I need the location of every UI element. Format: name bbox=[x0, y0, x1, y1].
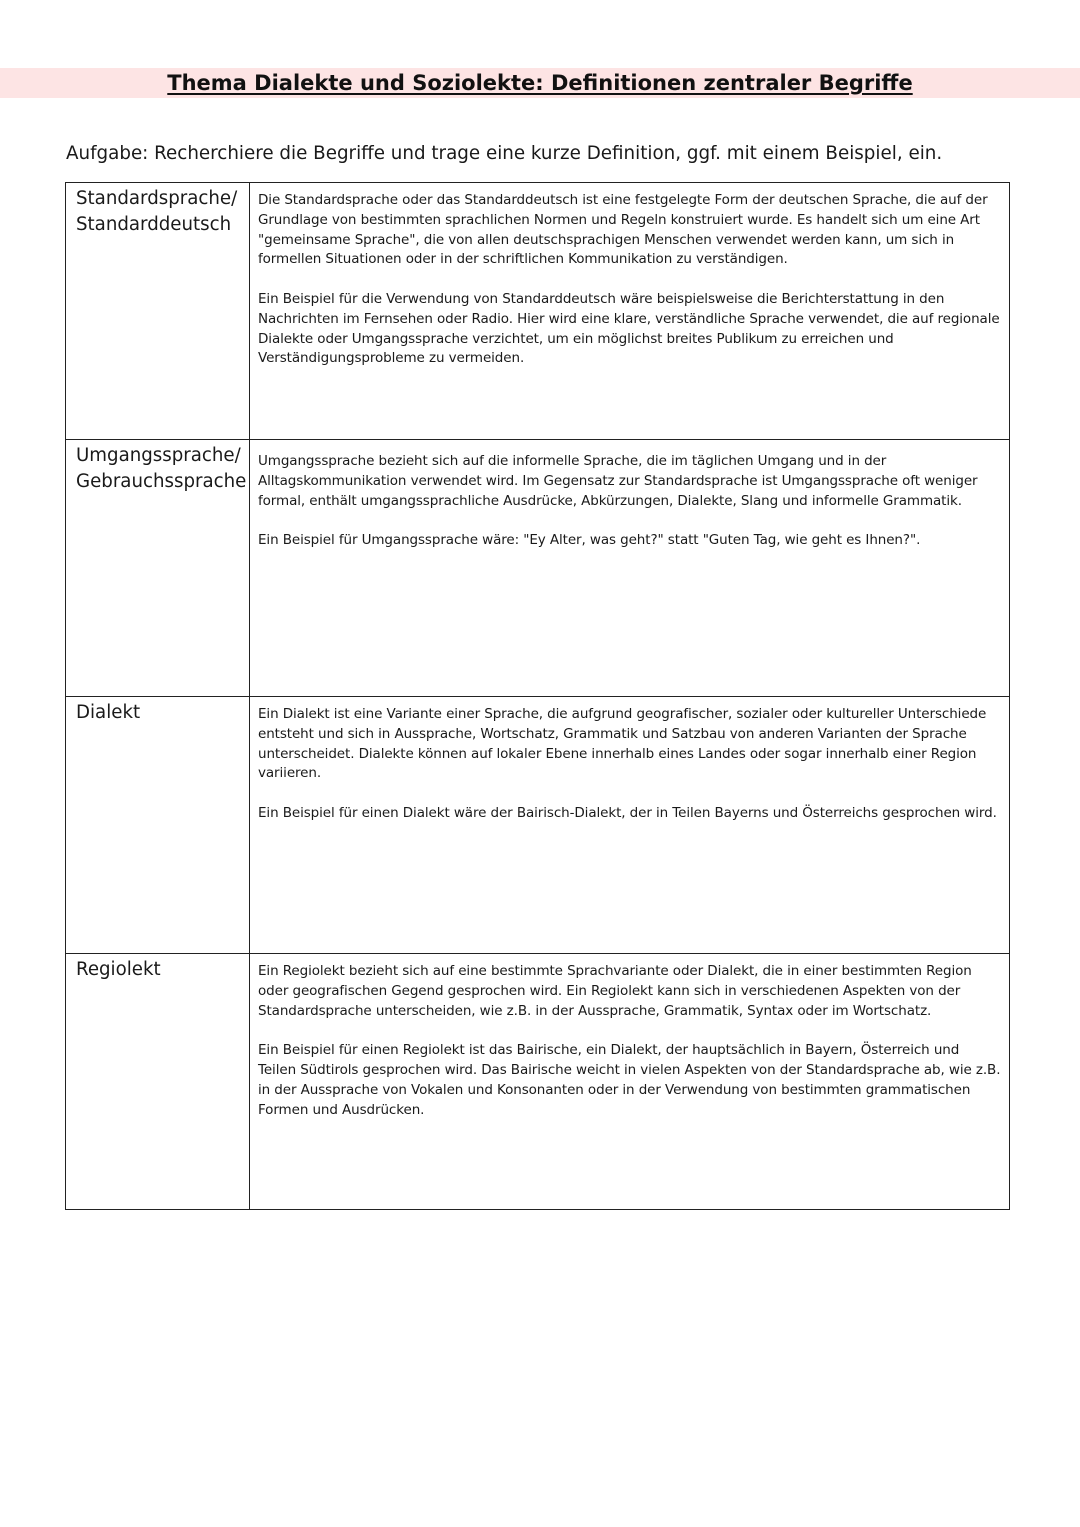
term-label bbox=[66, 954, 249, 983]
term-line: Gebrauchssprache bbox=[76, 471, 247, 492]
page-title: Thema Dialekte und Soziolekte: Definitionen zentraler Begriffe bbox=[167, 71, 913, 95]
term-cell bbox=[66, 697, 250, 954]
definition-cell bbox=[250, 954, 1010, 1210]
term-cell bbox=[66, 183, 250, 440]
term-cell bbox=[66, 440, 250, 697]
definition-cell bbox=[250, 697, 1010, 954]
table-row bbox=[66, 440, 1010, 697]
table-row bbox=[66, 183, 1010, 440]
table-row bbox=[66, 697, 1010, 954]
task-instruction: Aufgabe: Recherchiere die Begriffe und trage eine kurze Definition, ggf. mit einem Beispiel, ein. bbox=[66, 143, 943, 164]
term-line: Standardsprache/ bbox=[76, 188, 238, 209]
term-cell bbox=[66, 954, 250, 1210]
term-line: Standarddeutsch bbox=[76, 214, 232, 235]
term-label bbox=[66, 183, 249, 238]
definition-text: Die Standardsprache oder das Standarddeutsch ist eine festgelegte Form der deutschen Sprache, die auf der Grundlage von bestimmten sprachlichen Normen und Regeln konstruiert wurde. Es handelt sich um eine Art "gemeinsame Sprache", die von allen deutschsprachigen Menschen verwendet werden kann, um sich in formellen Situationen oder in der schriftlichen Kommunikation zu verständigen. bbox=[258, 192, 988, 268]
definition-text: Ein Regiolekt bezieht sich auf eine bestimmte Sprachvariante oder Dialekt, die in einer bestimmten Region oder geografischen Gegend gesprochen wird. Ein Regiolekt kann sich in verschiedenen Aspekten von der Standardsprache unterscheiden, wie z.B. in der Aussprache, Grammatik, Syntax oder im Wortschatz. bbox=[258, 963, 972, 1019]
example-text: Ein Beispiel für einen Regiolekt ist das Bairische, ein Dialekt, der hauptsächlich in Bayern, Österreich und Teilen Südtirols gesprochen wird. Das Bairische weicht in vielen Aspekten von der Standardsprache ab, wie z.B. in der Aussprache von Vokalen und Konsonanten oder in der Verwendung von bestimmten grammatischen Formen und Ausdrücken. bbox=[258, 1042, 1001, 1118]
example-text: Ein Beispiel für Umgangssprache wäre: "Ey Alter, was geht?" statt "Guten Tag, wie geht es Ihnen?". bbox=[258, 532, 921, 549]
term-label bbox=[66, 440, 249, 495]
definition-text: Ein Dialekt ist eine Variante einer Sprache, die aufgrund geografischer, sozialer oder kultureller Unterschiede entsteht und sich in Aussprache, Wortschatz, Grammatik und Satzbau von anderen Varianten der Sprache unterscheidet. Dialekte können auf lokaler Ebene innerhalb eines Landes oder sogar innerhalb einer Region variieren. bbox=[258, 706, 987, 782]
example-text: Ein Beispiel für einen Dialekt wäre der Bairisch-Dialekt, der in Teilen Bayerns und Österreichs gesprochen wird. bbox=[258, 804, 997, 821]
term-line: Dialekt bbox=[76, 702, 141, 723]
table-row bbox=[66, 954, 1010, 1210]
definition-cell bbox=[250, 183, 1010, 440]
term-line: Regiolekt bbox=[76, 959, 161, 980]
term-label bbox=[66, 697, 249, 726]
term-line: Umgangssprache/ bbox=[76, 445, 241, 466]
example-text: Ein Beispiel für die Verwendung von Standarddeutsch wäre beispielsweise die Berichterstattung in den Nachrichten im Fernsehen oder Radio. Hier wird eine klare, verständliche Sprache verwendet, die auf regionale Dialekte oder Umgangssprache verzichtet, um ein möglichst breites Publikum zu erreichen und Verständigungsprobleme zu vermeiden. bbox=[258, 290, 1000, 367]
definition-text: Umgangssprache bezieht sich auf die informelle Sprache, die im täglichen Umgang und in der Alltagskommunikation verwendet wird. Im Gegensatz zur Standardsprache ist Umgangssprache oft weniger formal, enthält umgangssprachliche Ausdrücke, Abkürzungen, Dialekte, Slang und informelle Grammatik. bbox=[258, 453, 978, 509]
definition-cell bbox=[250, 440, 1010, 697]
definitions-table bbox=[65, 182, 1010, 1210]
